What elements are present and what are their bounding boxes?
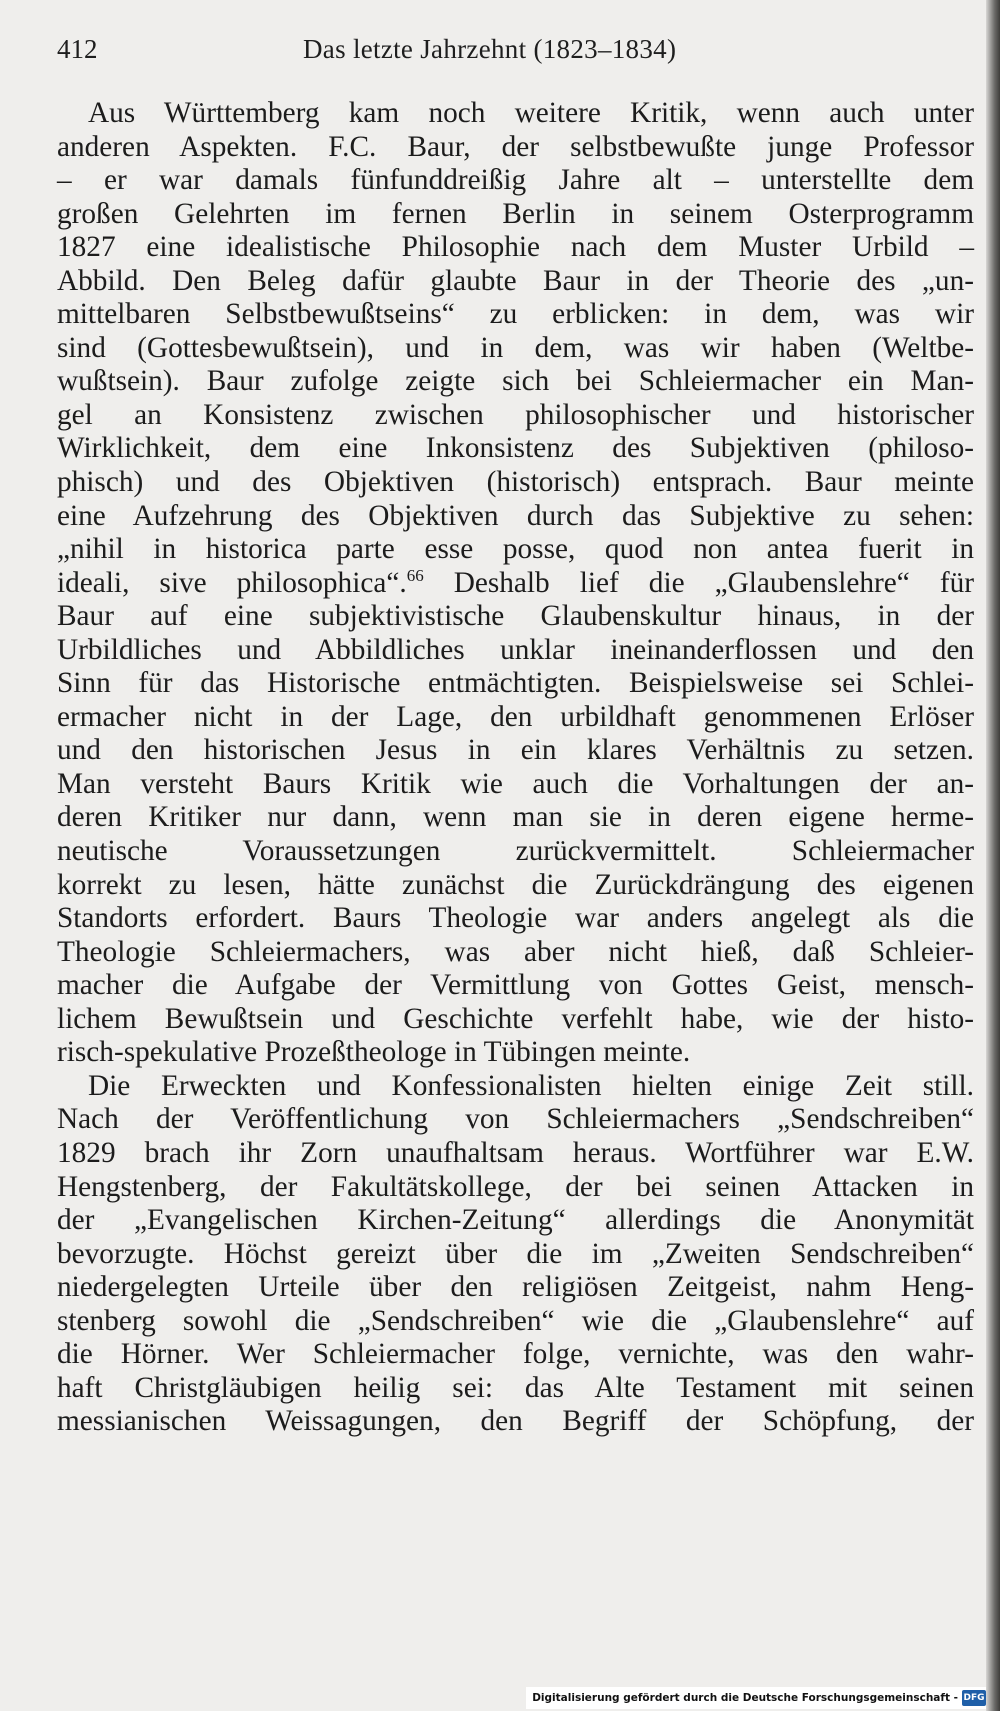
page-edge-shadow <box>986 0 1000 1711</box>
text-line: 1827 eine idealistische Philosophie nach dem Muster Urbild – <box>57 231 974 264</box>
text-line: deren Kritiker nur dann, wenn man sie in deren eigene herme- <box>57 801 974 834</box>
running-head: Das letzte Jahrzehnt (1823–1834) <box>303 34 677 64</box>
text-line: Die Erweckten und Konfessionalisten hielten einige Zeit still. <box>88 1069 974 1102</box>
text-line: Abbild. Den Beleg dafür glaubte Baur in der Theorie des „un- <box>57 264 974 297</box>
text-line: korrekt zu lesen, hätte zunächst die Zurückdrängung des eigenen <box>57 868 974 901</box>
page-header <box>0 34 1000 74</box>
text-line: wußtsein). Baur zufolge zeigte sich bei Schleiermacher ein Man- <box>57 365 974 398</box>
text-line: gel an Konsistenz zwischen philosophischer und historischer <box>57 398 974 431</box>
text-line: ermacher nicht in der Lage, den urbildhaft genommenen Erlöser <box>57 700 974 733</box>
text-fragment: Deshalb lief die „Glaubenslehre“ für <box>423 566 974 599</box>
text-line: großen Gelehrten im fernen Berlin in seinem Osterprogramm <box>57 197 974 230</box>
text-line: bevorzugte. Höchst gereizt über die im „Zweiten Sendschreiben“ <box>57 1237 974 1270</box>
text-line: Sinn für das Historische entmächtigten. Beispielsweise sei Schlei- <box>57 667 974 700</box>
text-line: Nach der Veröffentlichung von Schleiermachers „Sendschreiben“ <box>57 1103 974 1136</box>
text-line: neutische Voraussetzungen zurückvermittelt. Schleiermacher <box>57 835 974 868</box>
text-line: Baur auf eine subjektivistische Glaubenskultur hinaus, in der <box>57 600 974 633</box>
text-line: mittelbaren Selbstbewußtseins“ zu erblicken: in dem, was wir <box>57 298 974 331</box>
text-line: niedergelegten Urteile über den religiösen Zeitgeist, nahm Heng- <box>57 1271 974 1304</box>
text-line: haft Christgläubigen heilig sei: das Alte Testament mit seinen <box>57 1371 974 1404</box>
digitization-footer <box>526 1687 986 1709</box>
text-line: Aus Württemberg kam noch weitere Kritik, wenn auch unter <box>88 97 974 129</box>
text-line: risch-spekulative Prozeßtheologe in Tübingen meinte. <box>57 1036 691 1069</box>
text-line: Hengstenberg, der Fakultätskollege, der bei seinen Attacken in <box>57 1170 974 1203</box>
text-line: Standorts erfordert. Baurs Theologie war anders angelegt als die <box>57 902 974 935</box>
text-line: Wirklichkeit, dem eine Inkonsistenz des Subjektiven (philoso- <box>57 432 974 465</box>
text-line: anderen Aspekten. F.C. Baur, der selbstbewußte junge Professor <box>57 130 974 163</box>
text-line: die Hörner. Wer Schleiermacher folge, vernichte, was den wahr- <box>57 1338 974 1371</box>
text-line: und den historischen Jesus in ein klares Verhältnis zu setzen. <box>57 734 974 767</box>
text-line: phisch) und des Objektiven (historisch) entsprach. Baur meinte <box>57 466 974 499</box>
text-line: der „Evangelischen Kirchen-Zeitung“ allerdings die Anonymität <box>57 1204 974 1237</box>
text-line: eine Aufzehrung des Objektiven durch das Subjektive zu sehen: <box>57 499 974 532</box>
text-line-with-footnote <box>57 567 974 601</box>
text-line: 1829 brach ihr Zorn unaufhaltsam heraus. Wortführer war E.W. <box>57 1136 974 1169</box>
text-line: messianischen Weissagungen, den Begriff der Schöpfung, der <box>57 1405 974 1438</box>
page-number: 412 <box>57 34 98 64</box>
text-line: lichem Bewußtsein und Geschichte verfehlt habe, wie der histo- <box>57 1002 974 1035</box>
dfg-logo-icon: DFG <box>962 1690 986 1706</box>
text-line: stenberg sowohl die „Sendschreiben“ wie die „Glaubenslehre“ auf <box>57 1304 974 1337</box>
text-line: sind (Gottesbewußtsein), und in dem, was wir haben (Weltbe- <box>57 331 974 364</box>
text-line: macher die Aufgabe der Vermittlung von Gottes Geist, mensch- <box>57 969 974 1002</box>
text-line: Urbildliches und Abbildliches unklar ineinanderflossen und den <box>57 633 974 666</box>
text-line: Theologie Schleiermachers, was aber nicht hieß, daß Schleier- <box>57 935 974 968</box>
footer-text: Digitalisierung gefördert durch die Deutsche Forschungsgemeinschaft - <box>532 1692 958 1704</box>
text-fragment: ideali, sive philosophica“. <box>57 566 407 599</box>
body-text <box>57 97 974 1439</box>
text-line: – er war damals fünfunddreißig Jahre alt – unterstellte dem <box>57 164 974 197</box>
footnote-reference: 66 <box>406 565 424 585</box>
text-line: „nihil in historica parte esse posse, quod non antea fuerit in <box>57 533 974 566</box>
text-line: Man versteht Baurs Kritik wie auch die Vorhaltungen der an- <box>57 767 974 800</box>
